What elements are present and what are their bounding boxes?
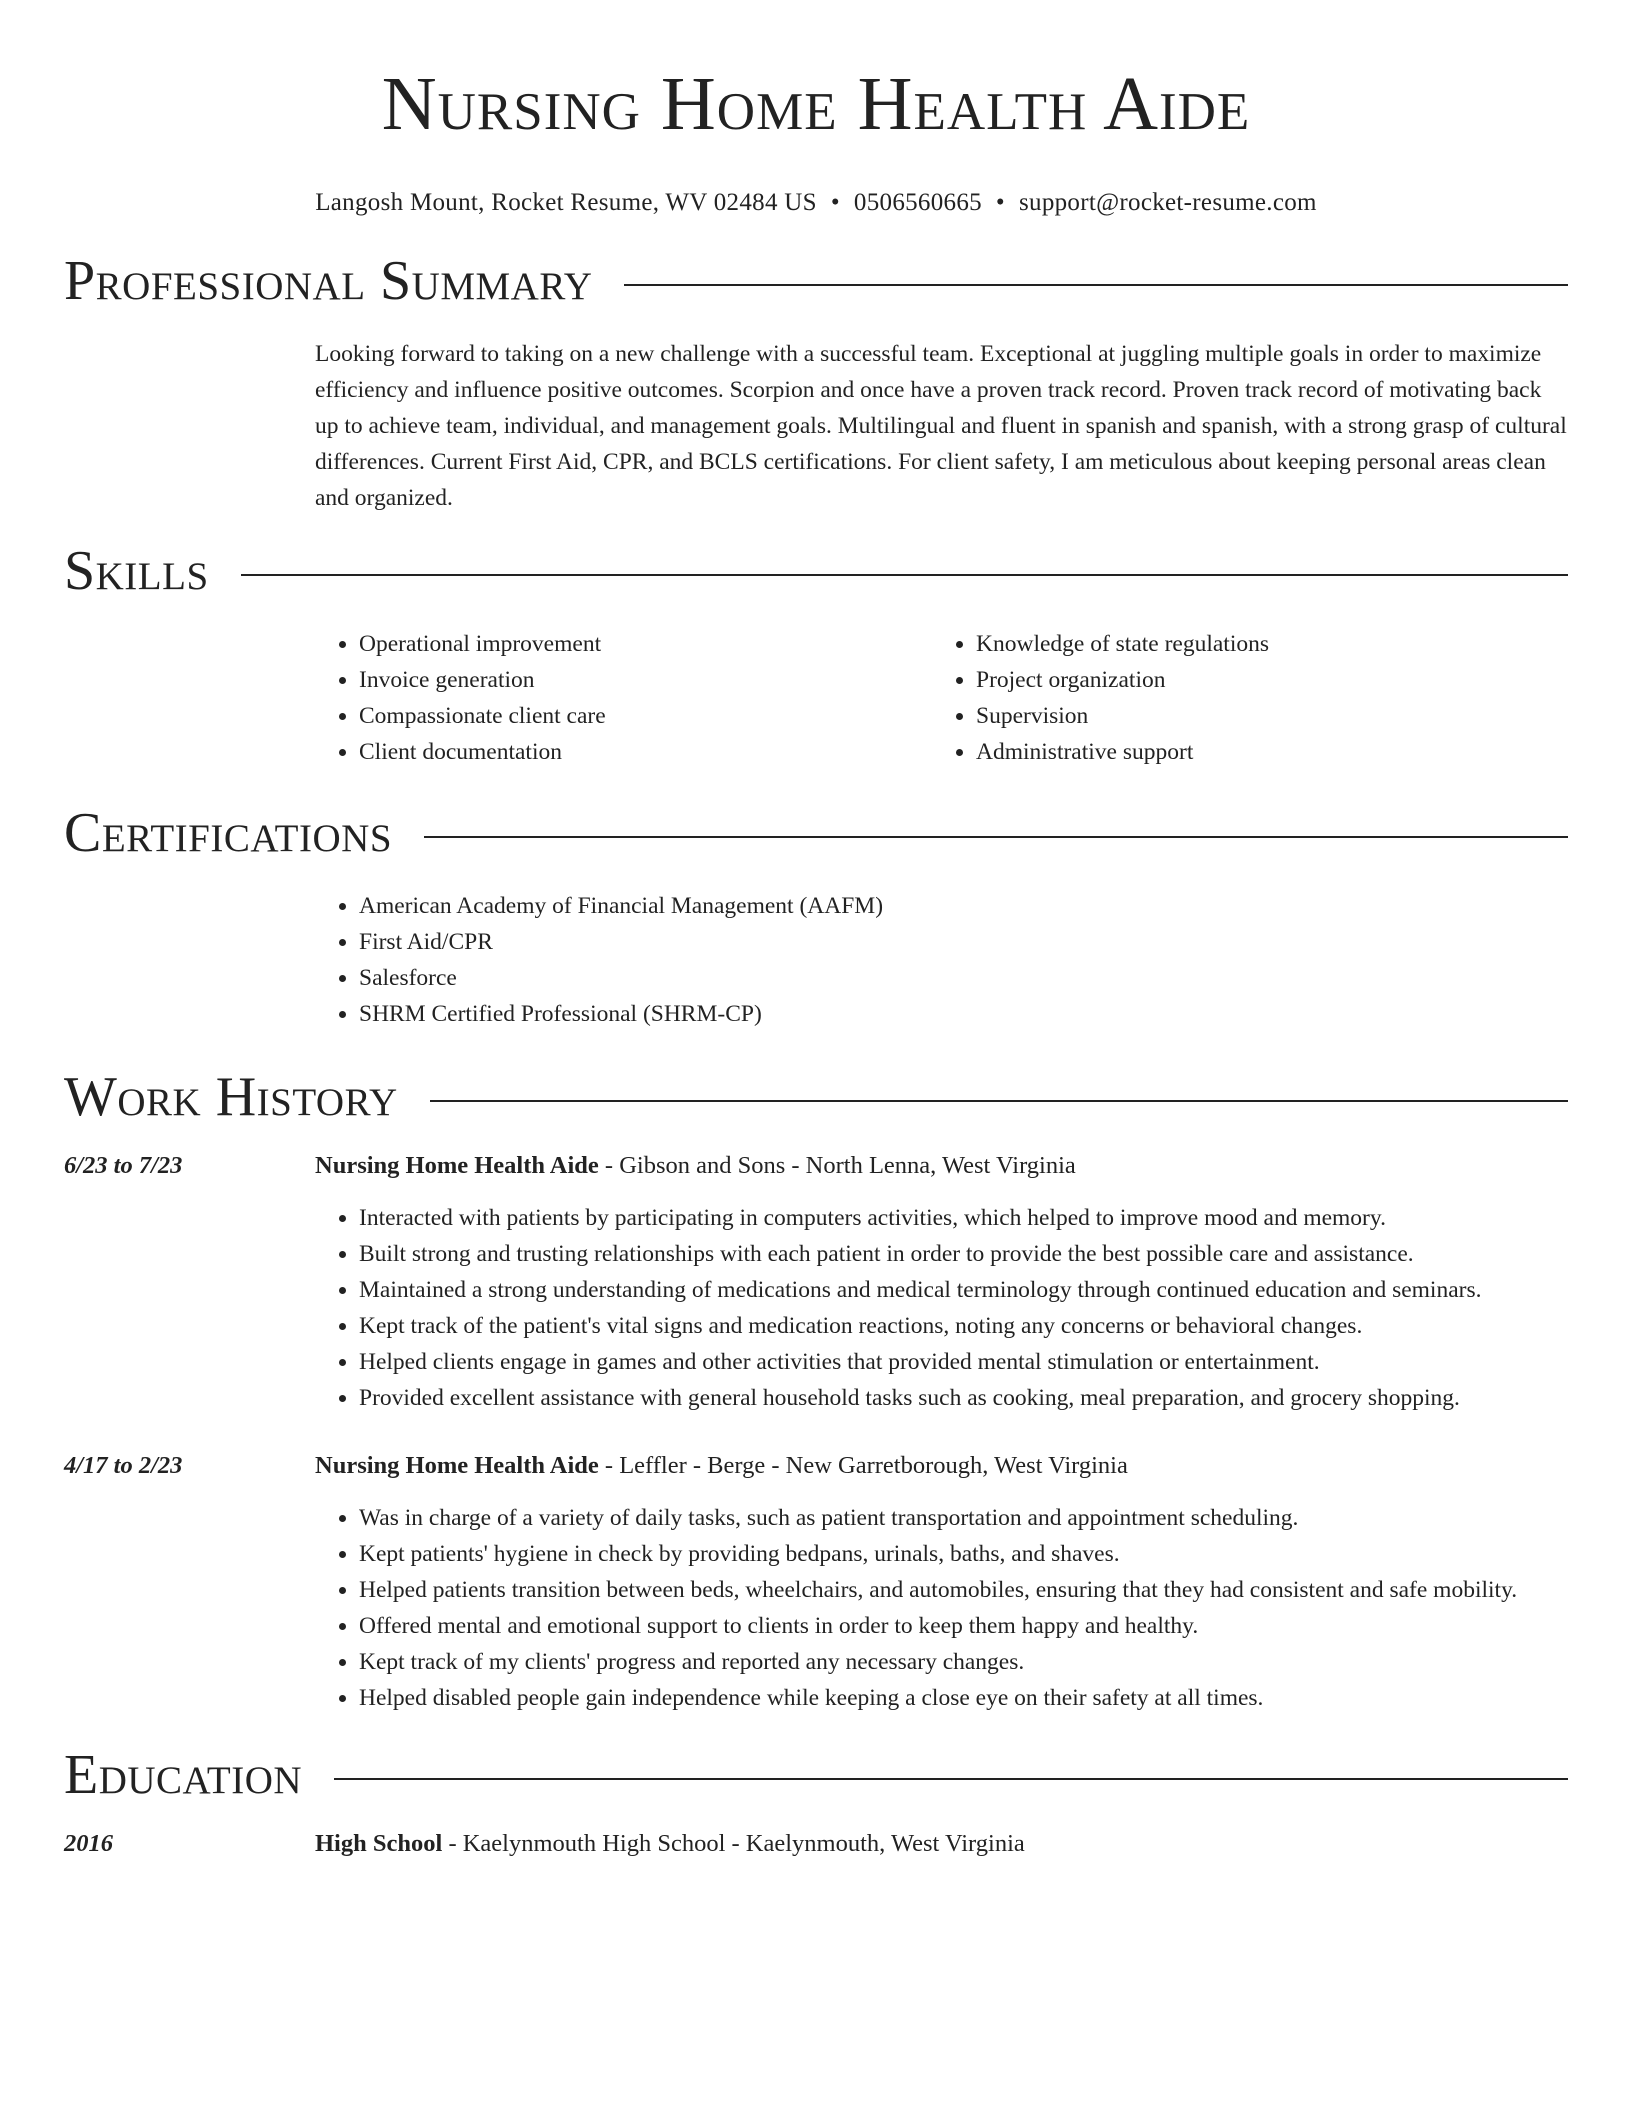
job-dates: 4/17 to 2/23 xyxy=(64,1452,183,1479)
section-rule xyxy=(424,836,1568,838)
education-header xyxy=(64,1826,1568,1862)
skill-item: • Project organization xyxy=(976,662,1549,698)
section-header-summary xyxy=(64,246,1568,316)
skill-item: • Knowledge of state regulations xyxy=(976,626,1549,662)
contact-phone: 0506560665 xyxy=(853,189,982,216)
job-employer: - Leffler - Berge - New Garretborough, West Virginia xyxy=(598,1452,1128,1479)
certification-item: • American Academy of Financial Management (AAFM) xyxy=(359,888,1568,924)
job-bullet: • Maintained a strong understanding of medications and medical terminology through continued education and seminars. xyxy=(359,1272,1568,1308)
job-bullet: • Interacted with patients by participating in computers activities, which helped to improve mood and memory. xyxy=(359,1200,1568,1236)
job-dates: 6/23 to 7/23 xyxy=(64,1152,183,1179)
job-bullet: • Was in charge of a variety of daily tasks, such as patient transportation and appointment scheduling. xyxy=(359,1500,1568,1536)
certification-item: • First Aid/CPR xyxy=(359,924,1568,960)
section-header-work xyxy=(64,1062,1568,1132)
skill-item: • Operational improvement xyxy=(359,626,932,662)
job-position xyxy=(315,1148,1076,1184)
summary-content xyxy=(315,336,1568,516)
section-rule xyxy=(430,1100,1568,1102)
job-position xyxy=(315,1448,1128,1484)
certification-item: • SHRM Certified Professional (SHRM-CP) xyxy=(359,996,1568,1032)
section-title-work: Work History xyxy=(64,1066,398,1128)
job-title: Nursing Home Health Aide xyxy=(315,1452,599,1479)
section-header-education xyxy=(64,1740,1568,1810)
job-header xyxy=(64,1448,1568,1484)
job-bullet: • Kept track of my clients' progress and reported any necessary changes. xyxy=(359,1644,1568,1680)
job-bullets xyxy=(315,1200,1568,1416)
education-entry xyxy=(64,1826,1568,1862)
section-title-education: Education xyxy=(64,1744,303,1806)
certification-item: • Salesforce xyxy=(359,960,1568,996)
skills-list-right xyxy=(932,626,1549,770)
certifications-content xyxy=(315,888,1568,1032)
contact-email: support@rocket-resume.com xyxy=(1018,189,1317,216)
job-bullet: • Kept patients' hygiene in check by providing bedpans, urinals, baths, and shaves. xyxy=(359,1536,1568,1572)
job-bullet-list xyxy=(315,1200,1568,1416)
certifications-list xyxy=(315,888,1568,1032)
skills-columns xyxy=(315,626,1568,770)
contact-separator: • xyxy=(995,189,1005,216)
job-employer: - Gibson and Sons - North Lenna, West Virginia xyxy=(598,1152,1076,1179)
resume-name: Nursing Home Health Aide xyxy=(381,62,1251,146)
education-detail xyxy=(315,1826,1025,1862)
job-bullet: • Built strong and trusting relationships with each patient in order to provide the best possible care and assistance. xyxy=(359,1236,1568,1272)
job-bullets xyxy=(315,1500,1568,1716)
resume-page xyxy=(64,0,1568,1862)
summary-text: Looking forward to taking on a new challenge with a successful team. Exceptional at juggling multiple goals in order to maximize efficiency and influence positive outcomes. Scorpion and once have a proven track record. Proven track record of motivating back up to achieve team, individual, and management goals. Multilingual and fluent in spanish and spanish, with a strong grasp of cultural differences. Current First Aid, CPR, and BCLS certifications. For client safety, I am meticulous about keeping personal areas clean and organized. xyxy=(315,341,1567,511)
job-bullet: • Helped patients transition between beds, wheelchairs, and automobiles, ensuring that they had consistent and safe mobility. xyxy=(359,1572,1568,1608)
job-entry xyxy=(64,1448,1568,1716)
section-title-summary: Professional Summary xyxy=(64,250,593,312)
skill-item: • Administrative support xyxy=(976,734,1549,770)
contact-line xyxy=(64,188,1568,218)
job-bullet: • Provided excellent assistance with general household tasks such as cooking, meal preparation, and grocery shopping. xyxy=(359,1380,1568,1416)
skills-content xyxy=(315,626,1568,770)
section-title-skills: Skills xyxy=(64,540,209,602)
skill-item: • Invoice generation xyxy=(359,662,932,698)
job-bullet: • Offered mental and emotional support to clients in order to keep them happy and healthy. xyxy=(359,1608,1568,1644)
section-rule xyxy=(624,284,1568,286)
job-entry xyxy=(64,1148,1568,1416)
section-rule xyxy=(334,1778,1568,1780)
skill-item: • Supervision xyxy=(976,698,1549,734)
education-school: - Kaelynmouth High School - Kaelynmouth, West Virginia xyxy=(442,1830,1025,1857)
job-bullet-list xyxy=(315,1500,1568,1716)
job-bullet: • Helped disabled people gain independence while keeping a close eye on their safety at all times. xyxy=(359,1680,1568,1716)
section-title-certifications: Certifications xyxy=(64,802,393,864)
education-year: 2016 xyxy=(64,1830,113,1857)
job-bullet: • Helped clients engage in games and other activities that provided mental stimulation or entertainment. xyxy=(359,1344,1568,1380)
section-header-certifications xyxy=(64,798,1568,868)
section-rule xyxy=(241,574,1568,576)
contact-address: Langosh Mount, Rocket Resume, WV 02484 US xyxy=(315,189,817,216)
skill-item: • Client documentation xyxy=(359,734,932,770)
job-title: Nursing Home Health Aide xyxy=(315,1152,599,1179)
job-bullet: • Kept track of the patient's vital signs and medication reactions, noting any concerns or behavioral changes. xyxy=(359,1308,1568,1344)
skills-list-left xyxy=(315,626,932,770)
job-header xyxy=(64,1148,1568,1184)
contact-separator: • xyxy=(830,189,840,216)
education-degree: High School xyxy=(315,1830,443,1857)
skill-item: • Compassionate client care xyxy=(359,698,932,734)
section-header-skills xyxy=(64,536,1568,606)
